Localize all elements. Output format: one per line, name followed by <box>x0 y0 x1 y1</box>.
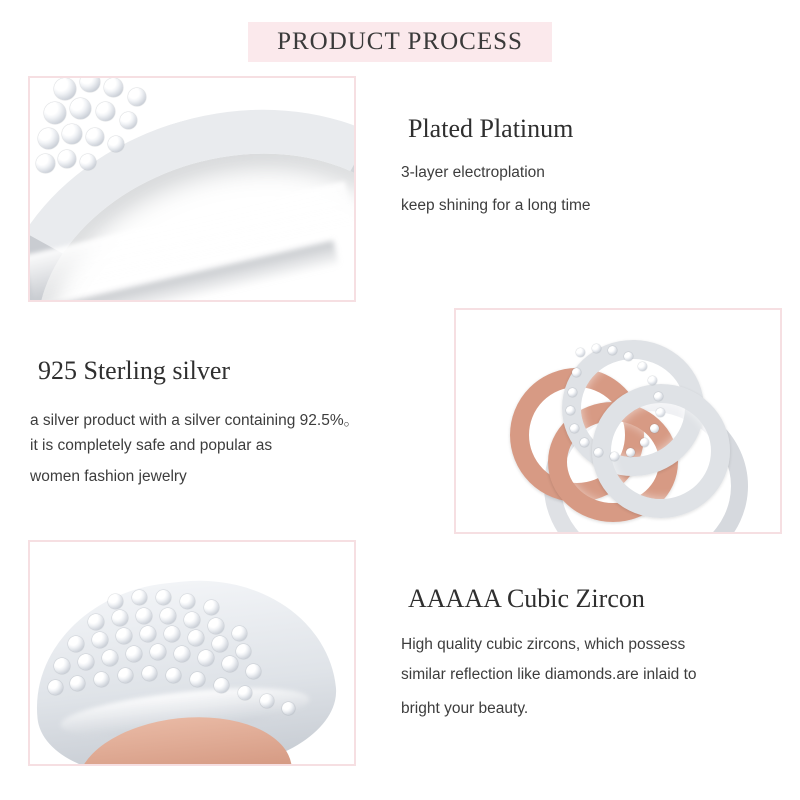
section-line-sterling-silver-3: women fashion jewelry <box>30 468 187 485</box>
section-title-cubic-zircon: AAAAA Cubic Zircon <box>408 584 645 613</box>
product-image-sterling-silver <box>454 308 782 534</box>
section-line-cubic-zircon-2: similar reflection like diamonds.are inlaid to <box>401 666 697 683</box>
page-title: PRODUCT PROCESS <box>277 28 523 55</box>
product-image-cubic-zircon <box>28 540 356 766</box>
section-line-plated-platinum-1: 3-layer electroplation <box>401 164 545 181</box>
section-line-sterling-silver-2: it is completely safe and popular as <box>30 437 273 454</box>
section-title-plated-platinum: Plated Platinum <box>408 114 574 143</box>
knot-pave-gems <box>568 346 692 476</box>
pave-dome-ring-photo <box>30 542 354 764</box>
section-line-sterling-silver-1: a silver product with a silver containing 92.5%。 <box>30 412 360 429</box>
pave-gem-cluster <box>36 76 196 192</box>
section-line-cubic-zircon-3: bright your beauty. <box>401 700 529 717</box>
section-line-cubic-zircon-1: High quality cubic zircons, which possess <box>401 636 686 653</box>
knot-ring-photo <box>456 310 780 532</box>
product-image-plated-platinum <box>28 76 356 302</box>
section-line-plated-platinum-2: keep shining for a long time <box>401 197 591 214</box>
section-title-sterling-silver: 925 Sterling silver <box>38 356 231 385</box>
silver-ring-band-photo <box>30 78 354 300</box>
dome-pave-gems <box>48 594 318 724</box>
